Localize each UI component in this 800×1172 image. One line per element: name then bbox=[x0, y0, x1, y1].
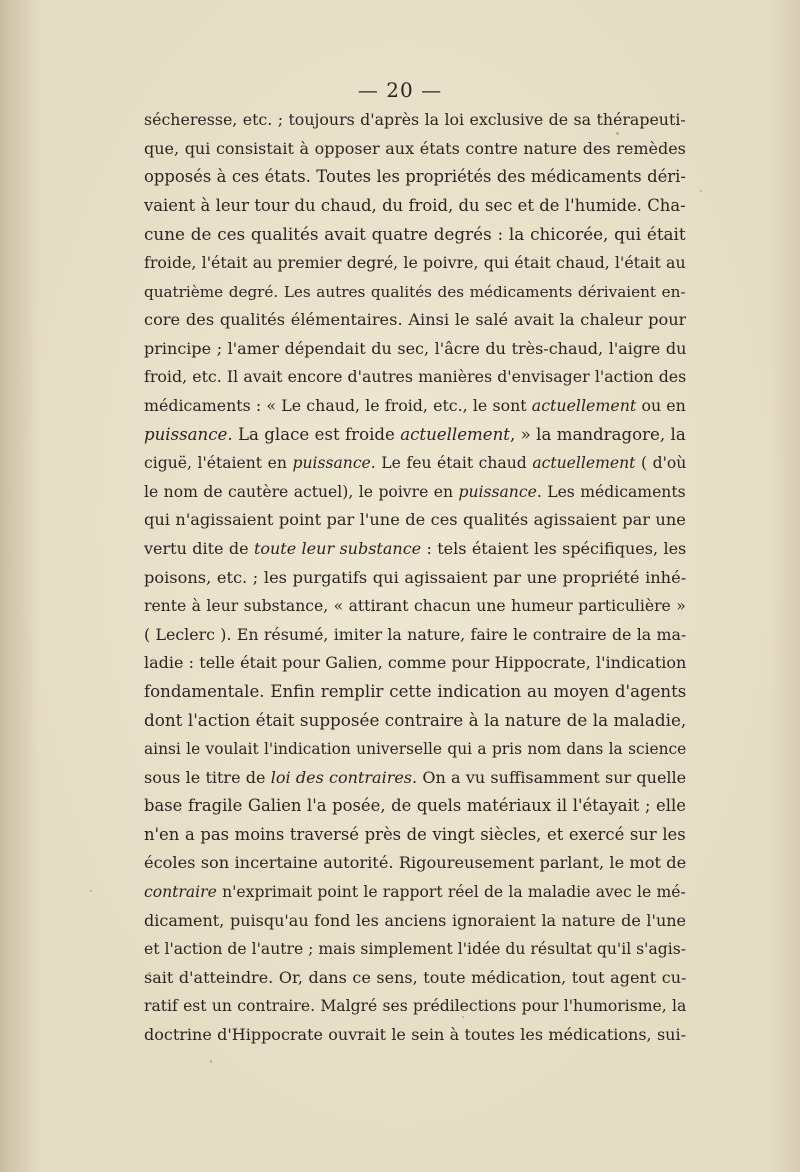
text-run: vertu dite de bbox=[144, 538, 254, 558]
italic-text: actuellement bbox=[400, 424, 510, 444]
italic-text: contraire bbox=[144, 883, 217, 902]
text-line bbox=[144, 621, 686, 650]
text-run: que, qui consistait à opposer aux états contre nature des remèdes bbox=[144, 138, 686, 158]
paper-speck bbox=[700, 190, 702, 192]
text-line bbox=[144, 564, 686, 593]
text-line bbox=[144, 363, 686, 392]
body-text bbox=[144, 106, 686, 1050]
text-run: base fragile Galien l'a posée, de quels matériaux il l'étayait ; elle bbox=[144, 796, 686, 816]
paper-speck bbox=[90, 890, 92, 892]
text-line bbox=[144, 964, 686, 993]
text-line bbox=[144, 506, 686, 535]
text-line bbox=[144, 821, 686, 850]
italic-text: toute leur substance bbox=[253, 538, 422, 558]
italic-text: puissance bbox=[292, 454, 371, 473]
text-run: . La glace est froide bbox=[227, 424, 401, 444]
text-run: ( Leclerc ). En résumé, imiter la nature, faire le contraire de la ma- bbox=[144, 624, 686, 644]
text-run: sous le titre de bbox=[144, 767, 271, 787]
text-run: sécheresse, etc. ; toujours d'après la loi exclusive de sa thérapeuti- bbox=[144, 110, 686, 129]
text-run: quatrième degré. Les autres qualités des médicaments dérivaient en- bbox=[144, 282, 686, 301]
text-run: ladie : telle était pour Galien, comme pour Hippocrate, l'indication bbox=[144, 653, 686, 673]
text-line bbox=[144, 135, 686, 164]
text-line bbox=[144, 907, 686, 936]
text-run: dont l'action était supposée contraire à la nature de la maladie, bbox=[144, 710, 686, 731]
text-run: . Le feu était chaud bbox=[370, 454, 533, 473]
text-line bbox=[144, 392, 686, 421]
text-run: et l'action de l'autre ; mais simplement l'idée du résultat qu'il s'agis- bbox=[144, 940, 686, 959]
text-line bbox=[144, 764, 686, 793]
text-run: n'en a pas moins traversé près de vingt siècles, et exercé sur les bbox=[144, 824, 686, 844]
text-run: qui n'agissaient point par l'une de ces qualités agissaient par une bbox=[144, 510, 686, 530]
text-line bbox=[144, 1021, 686, 1050]
text-line bbox=[144, 735, 686, 764]
text-line bbox=[144, 849, 686, 878]
text-run: : tels étaient les spécifiques, les bbox=[421, 538, 686, 558]
text-run: poisons, etc. ; les purgatifs qui agissaient par une propriété inhé- bbox=[144, 567, 686, 587]
text-run: médicaments : « Le chaud, le froid, etc., le sont bbox=[144, 395, 532, 415]
italic-text: puissance bbox=[144, 424, 228, 444]
text-line bbox=[144, 249, 686, 278]
text-line bbox=[144, 935, 686, 964]
text-run: écoles son incertaine autorité. Rigoureusement parlant, le mot de bbox=[144, 853, 686, 873]
text-run: opposés à ces états. Toutes les propriétés des médicaments déri- bbox=[144, 167, 686, 187]
italic-text: actuellement bbox=[532, 454, 636, 473]
paper-speck bbox=[616, 132, 619, 135]
text-line bbox=[144, 278, 686, 307]
text-run: sait d'atteindre. Or, dans ce sens, toute médication, tout agent cu- bbox=[144, 967, 686, 987]
paper-speck bbox=[462, 1016, 464, 1018]
italic-text: puissance bbox=[458, 482, 537, 501]
text-run: n'exprimait point le rapport réel de la maladie avec le mé- bbox=[216, 883, 686, 902]
text-run: . On a vu suffisamment sur quelle bbox=[412, 767, 686, 787]
text-line bbox=[144, 992, 686, 1021]
text-run: ( d'où bbox=[635, 454, 686, 473]
text-line bbox=[144, 163, 686, 192]
text-line bbox=[144, 220, 686, 249]
text-run: vaient à leur tour du chaud, du froid, du sec et de l'humide. Cha- bbox=[144, 195, 686, 215]
text-run: principe ; l'amer dépendait du sec, l'âcre du très-chaud, l'aigre du bbox=[144, 338, 686, 358]
page-number: — 20 — bbox=[357, 78, 443, 102]
text-line bbox=[144, 449, 686, 478]
text-line bbox=[144, 792, 686, 821]
paper-speck bbox=[148, 972, 151, 974]
text-run: le nom de cautère actuel), le poivre en bbox=[144, 482, 459, 501]
text-run: ou en bbox=[636, 395, 686, 415]
text-line bbox=[144, 478, 686, 507]
text-run: fondamentale. Enfin remplir cette indication au moyen d'agents bbox=[144, 681, 686, 701]
text-line bbox=[144, 335, 686, 364]
text-line bbox=[144, 306, 686, 335]
text-line bbox=[144, 106, 686, 135]
text-run: ratif est un contraire. Malgré ses prédilections pour l'humorisme, la bbox=[144, 997, 686, 1016]
text-run: froide, l'était au premier degré, le poivre, qui était chaud, l'était au bbox=[144, 252, 686, 272]
text-line bbox=[144, 678, 686, 707]
text-run: . Les médicaments bbox=[536, 482, 686, 501]
text-line bbox=[144, 192, 686, 221]
text-line bbox=[144, 878, 686, 907]
text-run: , » la mandragore, la bbox=[509, 424, 686, 444]
text-line bbox=[144, 649, 686, 678]
italic-text: actuellement bbox=[531, 395, 637, 415]
paper-speck bbox=[210, 1060, 212, 1063]
text-run: froid, etc. Il avait encore d'autres manières d'envisager l'action des bbox=[144, 367, 686, 387]
italic-text: loi des contraires bbox=[270, 767, 413, 787]
text-line bbox=[144, 421, 686, 450]
text-line bbox=[144, 592, 686, 621]
text-run: cune de ces qualités avait quatre degrés : la chicorée, qui était bbox=[144, 224, 686, 245]
text-line bbox=[144, 706, 686, 735]
text-run: core des qualités élémentaires. Ainsi le salé avait la chaleur pour bbox=[144, 310, 686, 330]
text-run: rente à leur substance, « attirant chacun une humeur particulière » bbox=[144, 597, 686, 616]
text-run: ainsi le voulait l'indication universelle qui a pris nom dans la science bbox=[144, 740, 686, 759]
text-run: ciguë, l'étaient en bbox=[144, 454, 293, 473]
text-run: doctrine d'Hippocrate ouvrait le sein à toutes les médications, sui- bbox=[144, 1025, 686, 1044]
text-run: dicament, puisqu'au fond les anciens ignoraient la nature de l'une bbox=[144, 910, 686, 930]
text-line bbox=[144, 535, 686, 564]
